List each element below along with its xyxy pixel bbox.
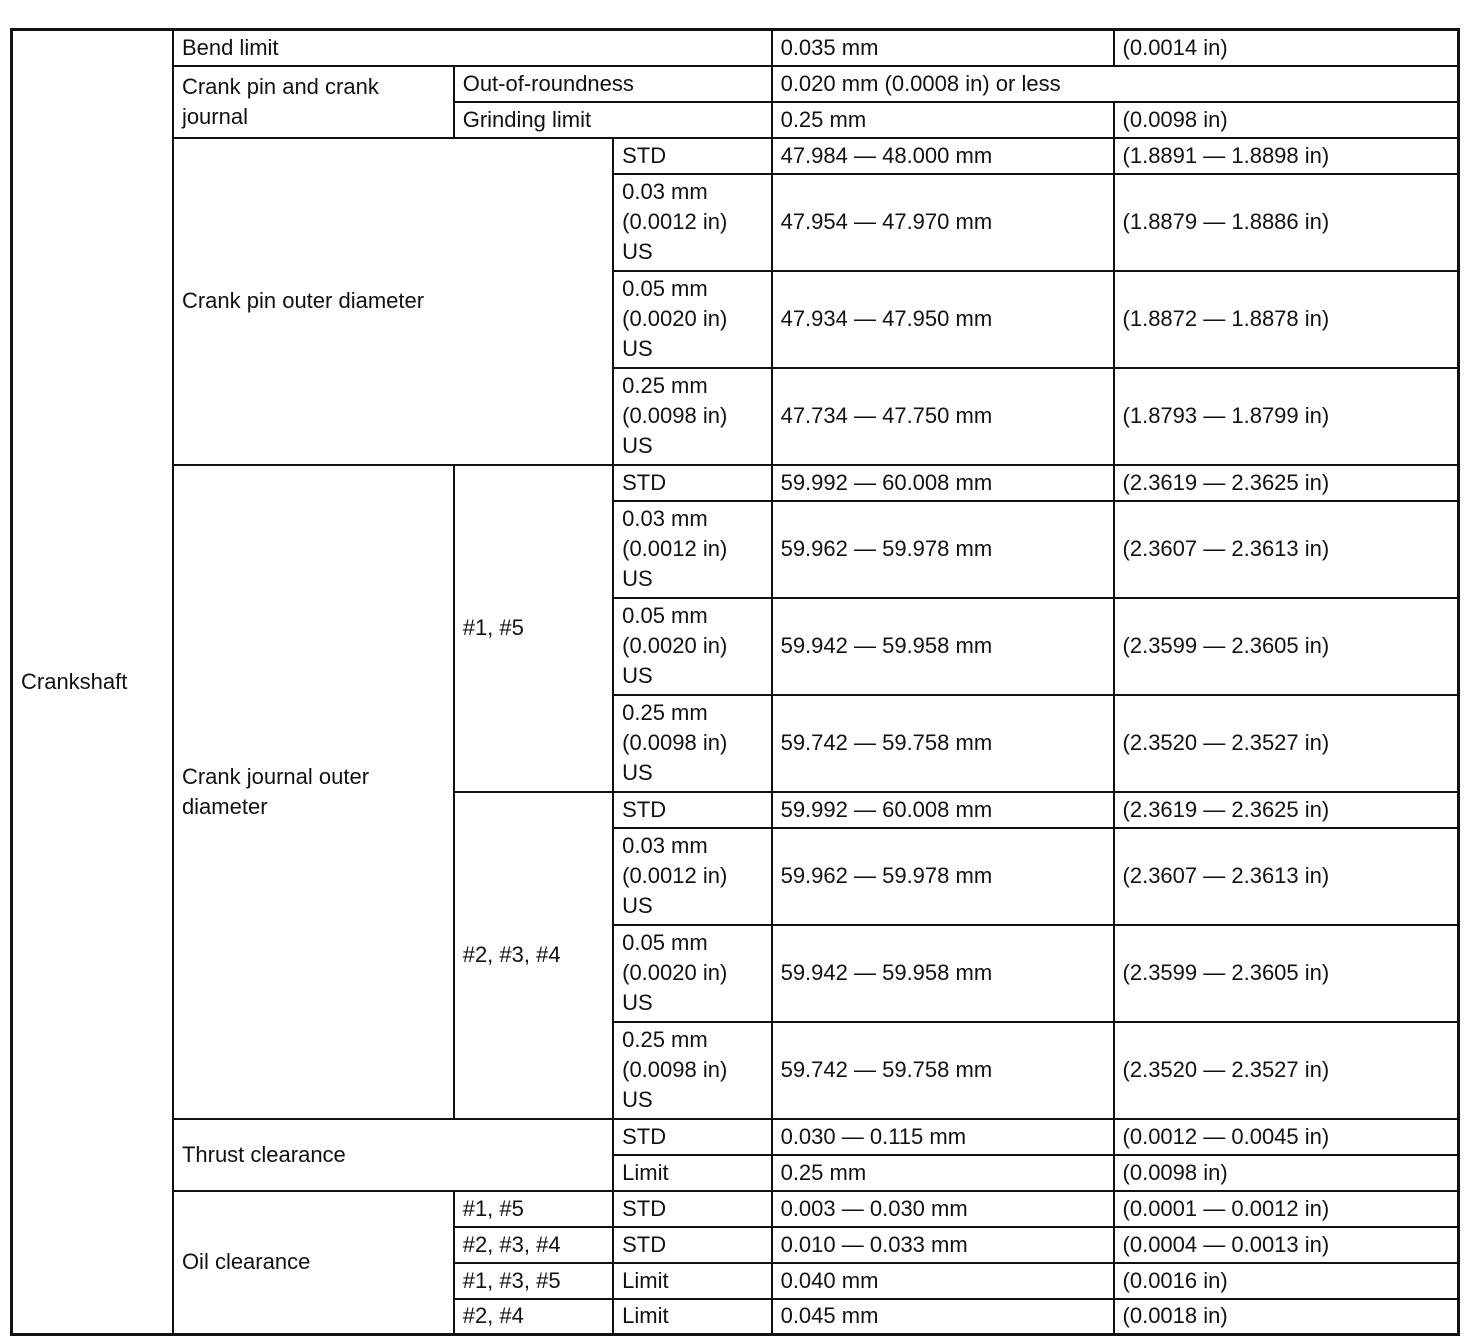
crank-pin-label: Crank pin outer diameter bbox=[173, 138, 613, 465]
value-in: (2.3599 — 2.3605 in) bbox=[1114, 925, 1459, 1022]
journal-group-label: #2, #4 bbox=[454, 1299, 613, 1335]
kind-label: Limit bbox=[613, 1299, 771, 1335]
value-mm: 59.742 — 59.758 mm bbox=[772, 1022, 1114, 1119]
value-mm: 0.010 — 0.033 mm bbox=[772, 1227, 1114, 1263]
value-mm: 59.992 — 60.008 mm bbox=[772, 792, 1114, 828]
value-mm: 0.25 mm bbox=[772, 102, 1114, 138]
value-in: (2.3520 — 2.3527 in) bbox=[1114, 1022, 1459, 1119]
journal-group-label: #2, #3, #4 bbox=[454, 792, 613, 1119]
value-in: (2.3607 — 2.3613 in) bbox=[1114, 828, 1459, 925]
table-row bbox=[12, 1191, 1459, 1227]
value-in: (0.0004 — 0.0013 in) bbox=[1114, 1227, 1459, 1263]
table-row bbox=[12, 138, 1459, 174]
size-label: 0.25 mm (0.0098 in) US bbox=[613, 368, 771, 465]
value-in: (0.0001 — 0.0012 in) bbox=[1114, 1191, 1459, 1227]
value-in: (0.0016 in) bbox=[1114, 1263, 1459, 1299]
size-label: 0.05 mm (0.0020 in) US bbox=[613, 925, 771, 1022]
value-in: (0.0098 in) bbox=[1114, 1155, 1459, 1191]
pin-journal-label: Crank pin and crank journal bbox=[173, 66, 454, 138]
value-in: (2.3520 — 2.3527 in) bbox=[1114, 695, 1459, 792]
table-row bbox=[12, 66, 1459, 102]
value-in: (0.0098 in) bbox=[1114, 102, 1459, 138]
kind-label: Limit bbox=[613, 1263, 771, 1299]
crank-journal-label: Crank journal outer diameter bbox=[173, 465, 454, 1119]
kind-label: Limit bbox=[613, 1155, 771, 1191]
value-mm: 0.040 mm bbox=[772, 1263, 1114, 1299]
journal-group-label: #2, #3, #4 bbox=[454, 1227, 613, 1263]
section-label-crankshaft: Crankshaft bbox=[12, 30, 173, 1335]
out-of-roundness-label: Out-of-roundness bbox=[454, 66, 772, 102]
grinding-limit-label: Grinding limit bbox=[454, 102, 772, 138]
size-label: STD bbox=[613, 465, 771, 501]
value-mm: 0.25 mm bbox=[772, 1155, 1114, 1191]
value-in: (2.3599 — 2.3605 in) bbox=[1114, 598, 1459, 695]
size-label: STD bbox=[613, 138, 771, 174]
value-in: (2.3619 — 2.3625 in) bbox=[1114, 465, 1459, 501]
value-mm: 59.992 — 60.008 mm bbox=[772, 465, 1114, 501]
value-mm: 47.934 — 47.950 mm bbox=[772, 271, 1114, 368]
value-in: (0.0014 in) bbox=[1114, 30, 1459, 66]
thrust-clearance-label: Thrust clearance bbox=[173, 1119, 613, 1191]
value-mm: 0.045 mm bbox=[772, 1299, 1114, 1335]
value-mm: 59.962 — 59.978 mm bbox=[772, 501, 1114, 598]
value-in: (1.8793 — 1.8799 in) bbox=[1114, 368, 1459, 465]
size-label: 0.03 mm (0.0012 in) US bbox=[613, 174, 771, 271]
value-mm: 59.942 — 59.958 mm bbox=[772, 925, 1114, 1022]
oil-clearance-label: Oil clearance bbox=[173, 1191, 454, 1335]
journal-group-label: #1, #5 bbox=[454, 465, 613, 792]
table-row bbox=[12, 30, 1459, 66]
size-label: 0.03 mm (0.0012 in) US bbox=[613, 501, 771, 598]
kind-label: STD bbox=[613, 1119, 771, 1155]
table-row bbox=[12, 1119, 1459, 1155]
value-mm: 0.030 — 0.115 mm bbox=[772, 1119, 1114, 1155]
kind-label: STD bbox=[613, 1191, 771, 1227]
value-in: (1.8891 — 1.8898 in) bbox=[1114, 138, 1459, 174]
size-label: 0.03 mm (0.0012 in) US bbox=[613, 828, 771, 925]
value-mm: 59.742 — 59.758 mm bbox=[772, 695, 1114, 792]
journal-group-label: #1, #5 bbox=[454, 1191, 613, 1227]
table-row bbox=[12, 465, 1459, 501]
value-mm: 0.035 mm bbox=[772, 30, 1114, 66]
value-mm: 0.003 — 0.030 mm bbox=[772, 1191, 1114, 1227]
value-in: (0.0012 — 0.0045 in) bbox=[1114, 1119, 1459, 1155]
out-of-roundness-value: 0.020 mm (0.0008 in) or less bbox=[772, 66, 1459, 102]
value-in: (1.8879 — 1.8886 in) bbox=[1114, 174, 1459, 271]
kind-label: STD bbox=[613, 1227, 771, 1263]
value-mm: 47.954 — 47.970 mm bbox=[772, 174, 1114, 271]
value-mm: 47.734 — 47.750 mm bbox=[772, 368, 1114, 465]
value-in: (2.3607 — 2.3613 in) bbox=[1114, 501, 1459, 598]
size-label: 0.05 mm (0.0020 in) US bbox=[613, 271, 771, 368]
size-label: 0.25 mm (0.0098 in) US bbox=[613, 1022, 771, 1119]
value-in: (1.8872 — 1.8878 in) bbox=[1114, 271, 1459, 368]
value-mm: 59.942 — 59.958 mm bbox=[772, 598, 1114, 695]
size-label: 0.25 mm (0.0098 in) US bbox=[613, 695, 771, 792]
value-mm: 59.962 — 59.978 mm bbox=[772, 828, 1114, 925]
crankshaft-spec-table bbox=[10, 28, 1460, 1336]
size-label: STD bbox=[613, 792, 771, 828]
bend-limit-label: Bend limit bbox=[173, 30, 772, 66]
value-mm: 47.984 — 48.000 mm bbox=[772, 138, 1114, 174]
value-in: (0.0018 in) bbox=[1114, 1299, 1459, 1335]
journal-group-label: #1, #3, #5 bbox=[454, 1263, 613, 1299]
value-in: (2.3619 — 2.3625 in) bbox=[1114, 792, 1459, 828]
size-label: 0.05 mm (0.0020 in) US bbox=[613, 598, 771, 695]
